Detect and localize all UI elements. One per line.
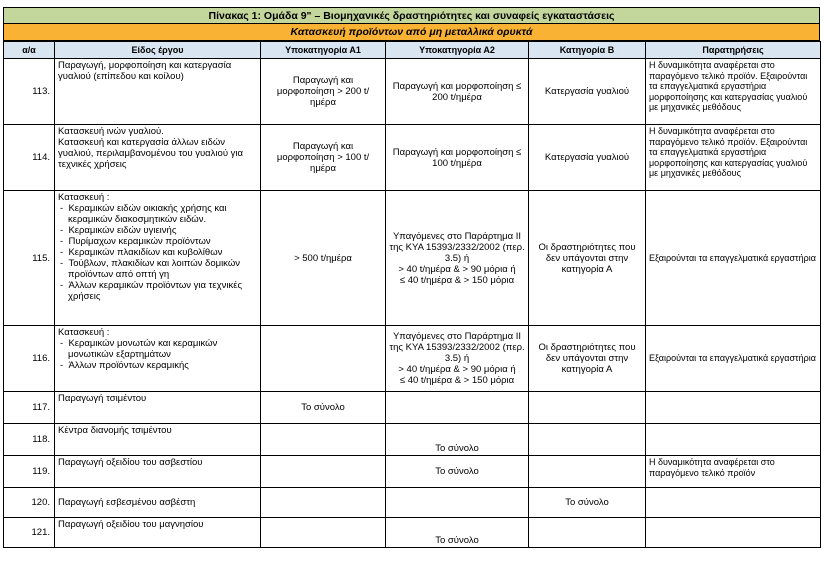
notes — [646, 518, 821, 548]
table-row — [4, 326, 821, 392]
activities-table — [3, 41, 821, 548]
project-type-line: Παραγωγή, μορφοποίηση και κατεργασία γυαλιού (επίπεδου και κοίλου) — [58, 60, 232, 82]
project-type-heading: Κατασκευή : — [58, 192, 110, 203]
row-number: 115. — [4, 191, 55, 326]
category-b — [529, 392, 646, 424]
project-type: Παραγωγή οξειδίου του μαγνησίου — [55, 518, 261, 548]
list-item: - Κεραμικών ειδών υγιεινής — [58, 225, 257, 236]
category-b: Οι δραστηριότητες που δεν υπάγονται στην κατηγορία Α — [529, 191, 646, 326]
project-type-heading: Κατασκευή : — [58, 327, 110, 338]
notes: Εξαιρούνται τα επαγγελματικά εργαστήρια — [646, 191, 821, 326]
subcategory-a2-line: ≤ 40 t/ημέρα & > 150 μόρια — [399, 375, 515, 386]
row-number: 118. — [4, 424, 55, 456]
list-item: - Κεραμικών πλακιδίων και κυβολίθων — [58, 247, 257, 258]
notes: Η δυναμικότητα αναφέρεται στο παραγόμενο τελικό προϊόν — [646, 456, 821, 488]
project-type: Κέντρα διανομής τσιμέντου — [55, 424, 261, 456]
subcategory-a1: > 500 t/ημέρα — [261, 191, 386, 326]
header-a1: Υποκατηγορία Α1 — [261, 42, 386, 59]
project-type-line: Κατασκευή και κατεργασία άλλων ειδών γυαλιού, περιλαμβανομένου του γυαλιού για τεχνικές χρήσεις — [58, 137, 244, 170]
row-number: 119. — [4, 456, 55, 488]
project-type — [55, 125, 261, 191]
header-notes: Παρατηρήσεις — [646, 42, 821, 59]
row-number: 117. — [4, 392, 55, 424]
subcategory-a2 — [386, 392, 529, 424]
subcategory-a1 — [261, 488, 386, 518]
list-item: - Άλλων κεραμικών προϊόντων για τεχνικές χρήσεις — [58, 280, 257, 302]
subcategory-a2-line: Υπαγόμενες στο Παράρτημα ΙΙ της ΚΥΑ 15393/2332/2002 (περ. 3.5) ή — [389, 230, 525, 264]
notes — [646, 424, 821, 456]
subcategory-a1 — [261, 326, 386, 392]
subcategory-a2 — [386, 326, 529, 392]
table-row — [4, 488, 821, 518]
project-type-list — [58, 203, 257, 302]
table-row — [4, 456, 821, 488]
subcategory-a1 — [261, 424, 386, 456]
project-type: Παραγωγή εσβεσμένου ασβέστη — [55, 488, 261, 518]
subcategory-a2-line: > 40 t/ημέρα & > 90 μόρια ή — [398, 263, 516, 275]
row-number: 113. — [4, 59, 55, 125]
project-type-list — [58, 338, 257, 371]
list-item: - Άλλων προϊόντων κεραμικής — [58, 360, 257, 371]
category-b: Οι δραστηριότητες που δεν υπάγονται στην κατηγορία Α — [529, 326, 646, 392]
subcategory-a2-line: > 40 t/ημέρα & > 90 μόρια ή — [398, 364, 516, 375]
row-number: 121. — [4, 518, 55, 548]
notes: Η δυναμικότητα αναφέρεται στο παραγόμενο τελικό προϊόν. Εξαιρούνται τα επαγγελματικά εργαστήρια μορφοποίησης και κατεργασίας γυαλιού με μηχανικές μεθόδους — [646, 59, 821, 125]
row-number: 120. — [4, 488, 55, 518]
table-title: Πίνακας 1: Ομάδα 9" – Βιομηχανικές δραστηριότητες και συναφείς εγκαταστάσεις — [3, 7, 820, 24]
category-b — [529, 424, 646, 456]
project-type — [55, 59, 261, 125]
notes — [646, 392, 821, 424]
category-b: Κατεργασία γυαλιού — [529, 59, 646, 125]
header-a2: Υποκατηγορία Α2 — [386, 42, 529, 59]
project-type-line: Κατασκευή ινών γυαλιού. — [58, 126, 164, 137]
category-b: Κατεργασία γυαλιού — [529, 125, 646, 191]
list-item: - Τούβλων, πλακιδίων και λοιπών δομικών προϊόντων από οπτή γη — [58, 258, 257, 280]
header-b: Κατηγορία Β — [529, 42, 646, 59]
table-row — [4, 59, 821, 125]
subcategory-a2: Το σύνολο — [386, 456, 529, 488]
subcategory-a2: Παραγωγή και μορφοποίηση ≤ 100 t/ημέρα — [386, 125, 529, 191]
table-row — [4, 125, 821, 191]
row-number: 114. — [4, 125, 55, 191]
subcategory-a2 — [386, 191, 529, 326]
row-number: 116. — [4, 326, 55, 392]
list-item: - Πυρίμαχων κεραμικών προϊόντων — [58, 236, 257, 247]
subcategory-a1 — [261, 518, 386, 548]
project-type — [55, 326, 261, 392]
list-item: - Κεραμικών ειδών οικιακής χρήσης και κεραμικών διακοσμητικών ειδών. — [58, 203, 257, 225]
table-row — [4, 424, 821, 456]
table-row — [4, 191, 821, 326]
header-type: Είδος έργου — [55, 42, 261, 59]
category-b — [529, 518, 646, 548]
subcategory-a1 — [261, 456, 386, 488]
subcategory-a2: Το σύνολο — [386, 518, 529, 548]
subcategory-a1: Παραγωγή και μορφοποίηση > 200 t/ημέρα — [261, 59, 386, 125]
table-subtitle: Κατασκευή προϊόντων από μη μεταλλικά ορυκτά — [3, 24, 820, 41]
project-type: Παραγωγή τσιμέντου — [55, 392, 261, 424]
project-type — [55, 191, 261, 326]
table-row — [4, 518, 821, 548]
subcategory-a2-line: ≤ 40 t/ημέρα & > 150 μόρια — [399, 274, 515, 286]
subcategory-a2: Το σύνολο — [386, 424, 529, 456]
header-num: α/α — [4, 42, 55, 59]
subcategory-a2: Παραγωγή και μορφοποίηση ≤ 200 t/ημέρα — [386, 59, 529, 125]
table-row — [4, 392, 821, 424]
category-b — [529, 456, 646, 488]
subcategory-a1: Το σύνολο — [261, 392, 386, 424]
project-type: Παραγωγή οξειδίου του ασβεστίου — [55, 456, 261, 488]
subcategory-a2 — [386, 488, 529, 518]
list-item: - Κεραμικών μονωτών και κεραμικών μονωτικών εξαρτημάτων — [58, 338, 257, 360]
notes: Η δυναμικότητα αναφέρεται στο παραγόμενο τελικό προϊόν. Εξαιρούνται τα επαγγελματικά εργαστήρια μορφοποίησης και κατεργασίας γυαλιού με μηχανικές μεθόδους — [646, 125, 821, 191]
subcategory-a2-line: Υπαγόμενες στο Παράρτημα ΙΙ της ΚΥΑ 15393/2332/2002 (περ. 3.5) ή — [389, 331, 525, 364]
header-row — [4, 42, 821, 59]
notes: Εξαιρούνται τα επαγγελματικά εργαστήρια — [646, 326, 821, 392]
category-b: Το σύνολο — [529, 488, 646, 518]
subcategory-a1: Παραγωγή και μορφοποίηση > 100 t/ημέρα — [261, 125, 386, 191]
notes — [646, 488, 821, 518]
